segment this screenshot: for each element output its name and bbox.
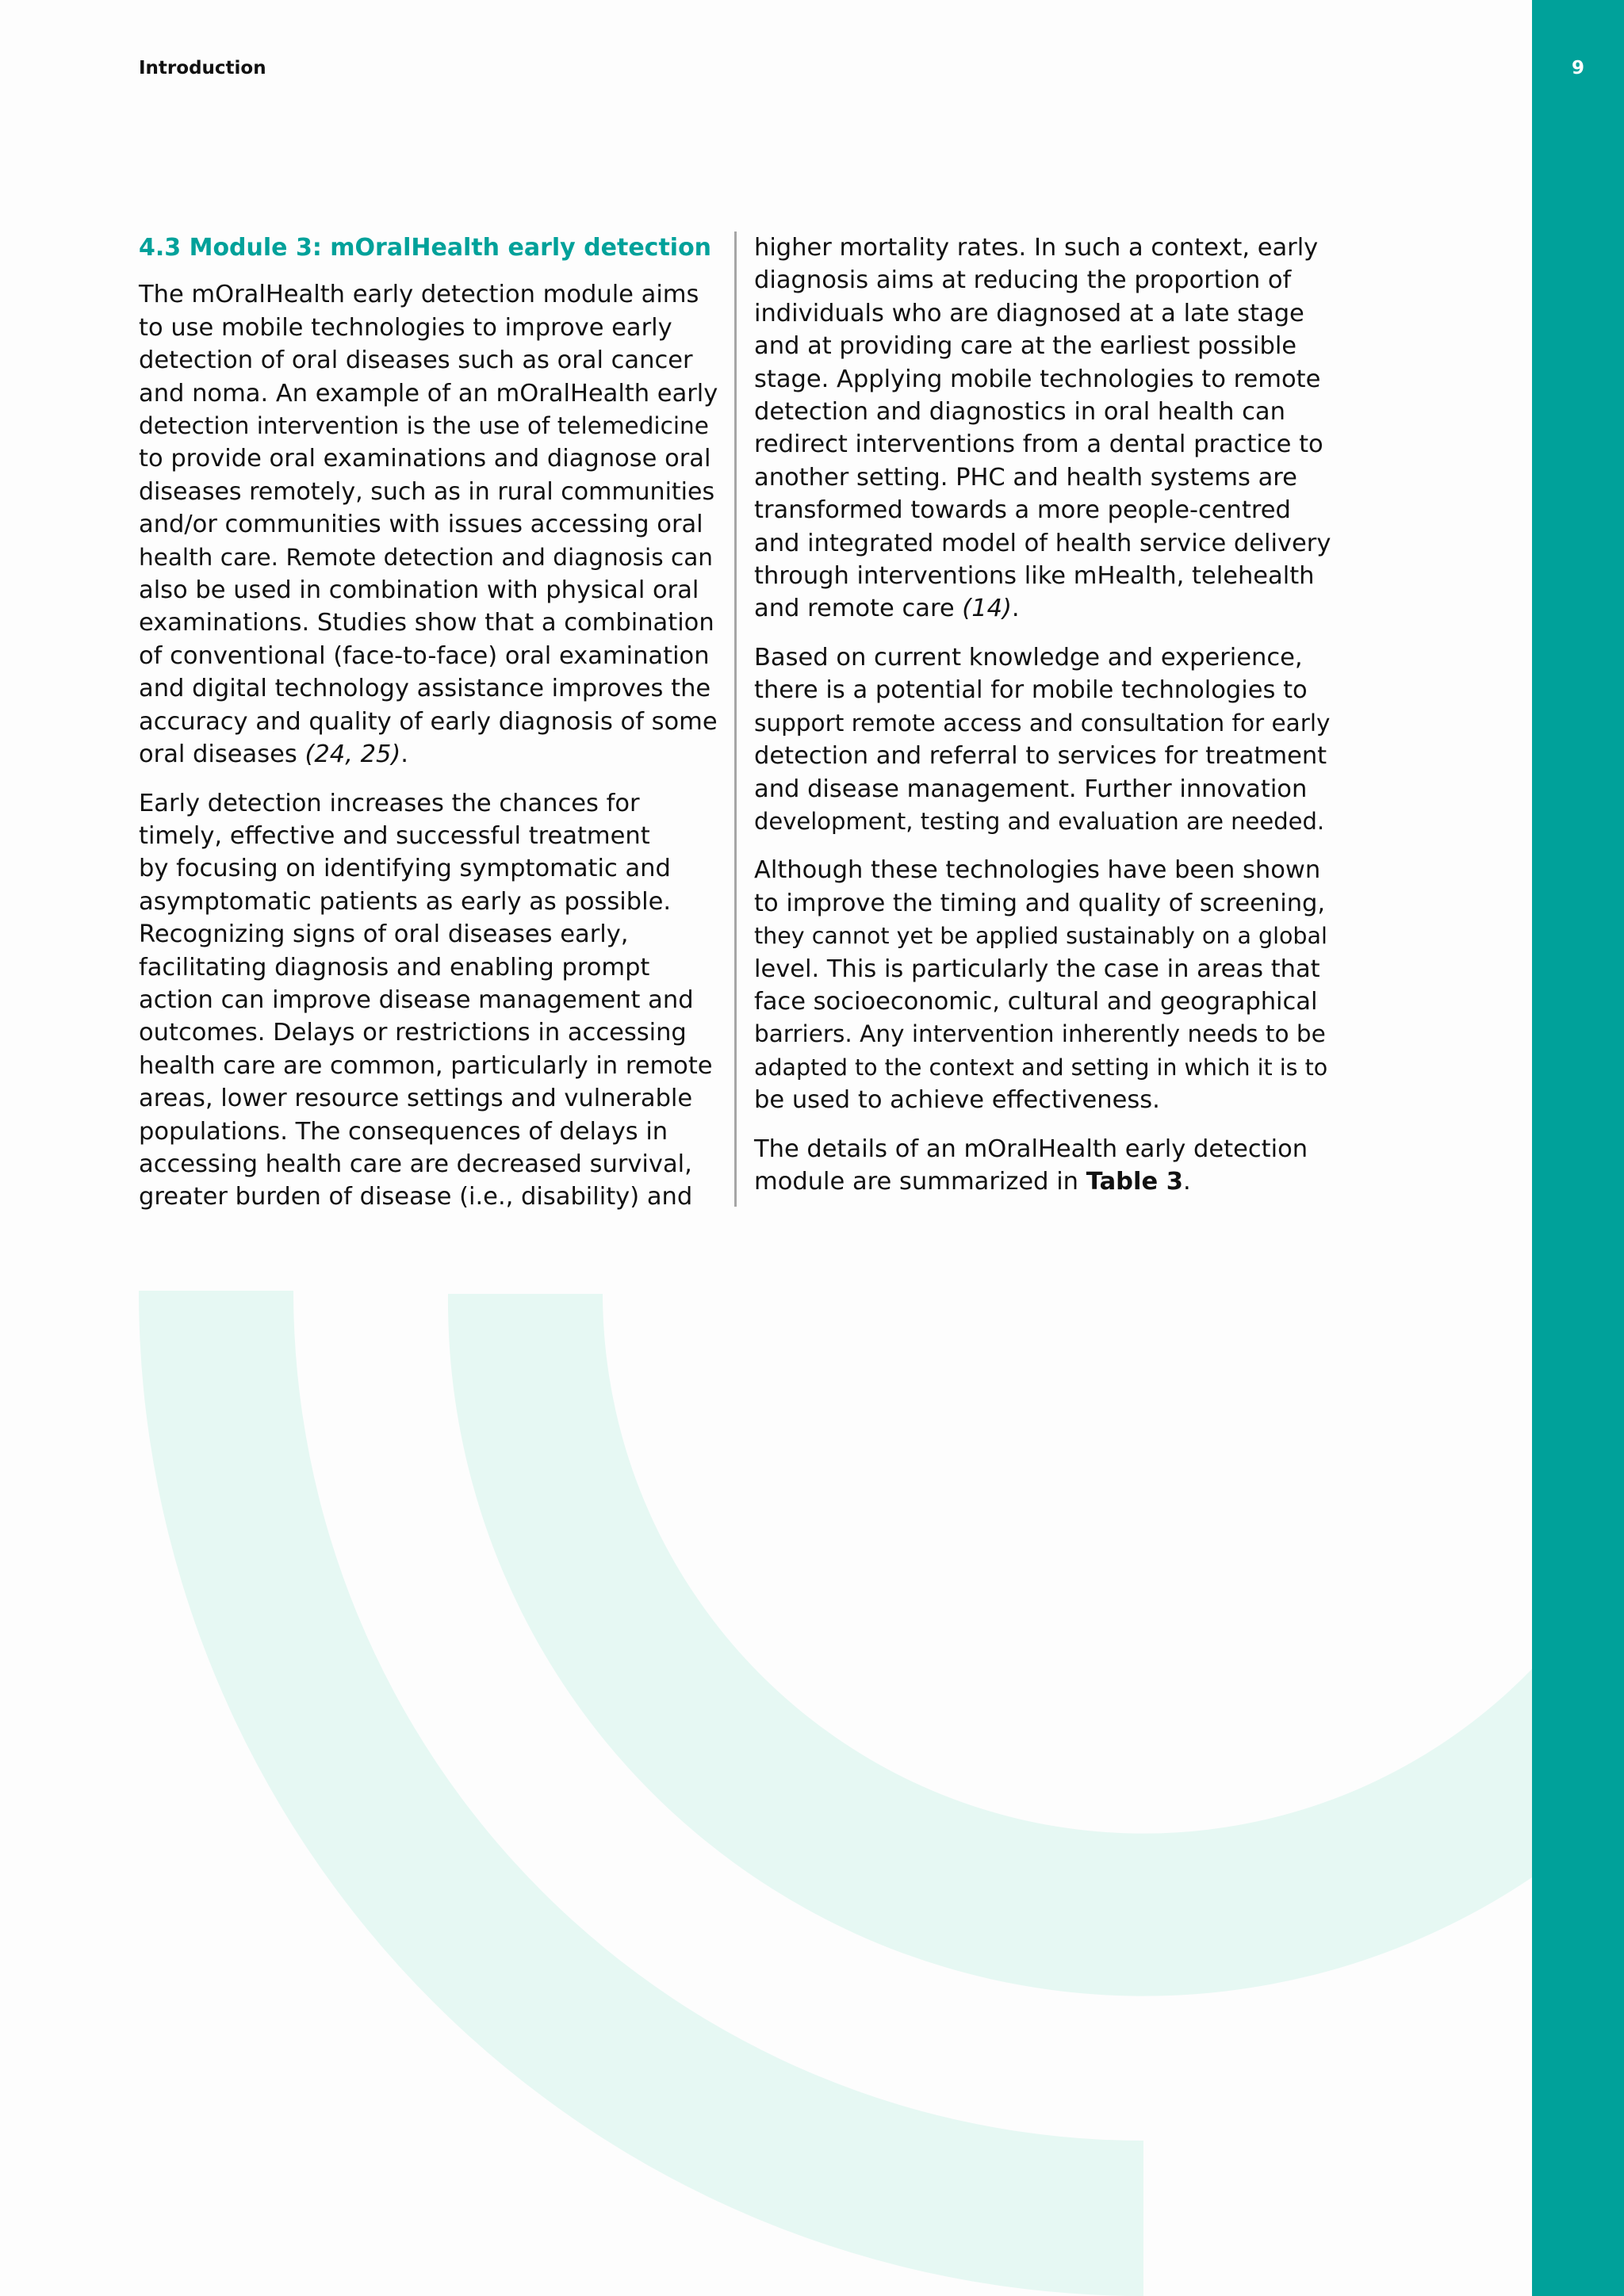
text-line: populations. The consequences of delays in — [139, 1117, 668, 1146]
paragraph-limitations — [754, 854, 1333, 1116]
text-line: barriers. Any intervention inherently needs to be — [754, 1020, 1326, 1048]
text-line: The details of an mOralHealth early detection — [754, 1135, 1308, 1163]
text-line: and at providing care at the earliest possible — [754, 332, 1297, 361]
text-line: asymptomatic patients as early as possible. — [139, 887, 672, 916]
text-line: health care. Remote detection and diagnosis can — [139, 543, 713, 571]
text-line: and noma. An example of an mOralHealth early — [139, 379, 718, 408]
outer-arc — [139, 1291, 1143, 2296]
text-line: to improve the timing and quality of screening, — [754, 889, 1326, 917]
citation: (24, 25) — [304, 740, 401, 769]
text-line: also be used in combination with physical oral — [139, 576, 699, 605]
column-divider — [734, 232, 737, 1207]
citation: (14) — [962, 595, 1012, 623]
text-line: individuals who are diagnosed at a late stage — [754, 299, 1304, 327]
text-line: higher mortality rates. In such a context, early — [754, 234, 1319, 262]
text-line: support remote access and consultation for early — [754, 709, 1331, 737]
text-line: and/or communities with issues accessing oral — [139, 511, 703, 539]
text-line: Recognizing signs of oral diseases early, — [139, 920, 629, 949]
text-line: by focusing on identifying symptomatic and — [139, 855, 671, 883]
text-line: stage. Applying mobile technologies to remote — [754, 365, 1321, 393]
text-line — [754, 1165, 1333, 1198]
text-fragment: . — [1011, 595, 1020, 623]
text-line: timely, effective and successful treatment — [139, 821, 650, 850]
text-line: accuracy and quality of early diagnosis of some — [139, 707, 718, 736]
text-line: redirect interventions from a dental practice to — [754, 430, 1323, 459]
text-line: accessing health care are decreased survival, — [139, 1150, 692, 1178]
paragraph-early-detection — [139, 787, 718, 1214]
accent-sidebar — [1532, 0, 1624, 2296]
text-line: adapted to the context and setting in which it is to — [754, 1054, 1328, 1081]
text-line: and disease management. Further innovation — [754, 775, 1308, 803]
text-line — [754, 592, 1333, 625]
paragraph-knowledge — [754, 641, 1333, 838]
text-line: development, testing and evaluation are needed. — [754, 807, 1325, 835]
text-line: face socioeconomic, cultural and geographical — [754, 987, 1318, 1016]
table-reference: Table 3 — [1086, 1167, 1183, 1196]
text-line: detection of oral diseases such as oral cancer — [139, 346, 693, 375]
running-header: Introduction — [139, 58, 266, 78]
text-line: diagnosis aims at reducing the proportion of — [754, 266, 1292, 295]
text-line — [139, 738, 718, 771]
text-line: detection and diagnostics in oral health can — [754, 398, 1285, 427]
right-column — [754, 232, 1333, 1214]
text-line: and digital technology assistance improves the — [139, 675, 711, 703]
text-line: and integrated model of health service delivery — [754, 529, 1331, 557]
text-line: level. This is particularly the case in areas that — [754, 955, 1320, 983]
text-line: to provide oral examinations and diagnose oral — [139, 445, 711, 473]
left-column — [139, 232, 718, 1230]
text-line: facilitating diagnosis and enabling prompt — [139, 953, 650, 982]
text-line: another setting. PHC and health systems are — [754, 463, 1297, 492]
text-fragment: oral diseases — [139, 740, 305, 769]
paragraph-table-reference — [754, 1133, 1333, 1199]
text-line: they cannot yet be applied sustainably on a global — [754, 923, 1327, 950]
text-line: outcomes. Delays or restrictions in accessing — [139, 1019, 687, 1047]
text-line: there is a potential for mobile technologies to — [754, 676, 1308, 705]
text-line: The mOralHealth early detection module aims — [139, 281, 699, 309]
text-line: greater burden of disease (i.e., disability) and — [139, 1183, 693, 1211]
page-number: 9 — [1571, 58, 1584, 78]
text-line: transformed towards a more people-centred — [754, 496, 1291, 525]
text-line: examinations. Studies show that a combination — [139, 609, 714, 637]
paragraph-intro — [139, 278, 718, 771]
text-line: action can improve disease management and — [139, 985, 694, 1014]
text-line: Although these technologies have been shown — [754, 856, 1321, 885]
text-line: be used to achieve effectiveness. — [754, 1086, 1160, 1115]
section-heading: 4.3 Module 3: mOralHealth early detection — [139, 234, 712, 262]
text-fragment: . — [400, 740, 408, 769]
text-line: of conventional (face-to-face) oral examination — [139, 641, 710, 670]
text-line: health care are common, particularly in remote — [139, 1051, 713, 1080]
text-fragment: . — [1182, 1167, 1191, 1196]
text-line: through interventions like mHealth, telehealth — [754, 562, 1315, 591]
text-line: areas, lower resource settings and vulnerable — [139, 1085, 693, 1113]
paragraph-early-detection-continued — [754, 232, 1333, 626]
inner-arc — [448, 1294, 1532, 1996]
text-fragment: and remote care — [754, 595, 963, 623]
text-fragment: module are summarized in — [754, 1167, 1086, 1196]
text-line: Early detection increases the chances for — [139, 789, 640, 817]
text-line: detection and referral to services for treatment — [754, 742, 1327, 771]
text-line: to use mobile technologies to improve early — [139, 313, 672, 342]
text-line: detection intervention is the use of telemedicine — [139, 412, 709, 440]
text-line: Based on current knowledge and experience, — [754, 643, 1303, 672]
text-line: diseases remotely, such as in rural communities — [139, 477, 715, 506]
